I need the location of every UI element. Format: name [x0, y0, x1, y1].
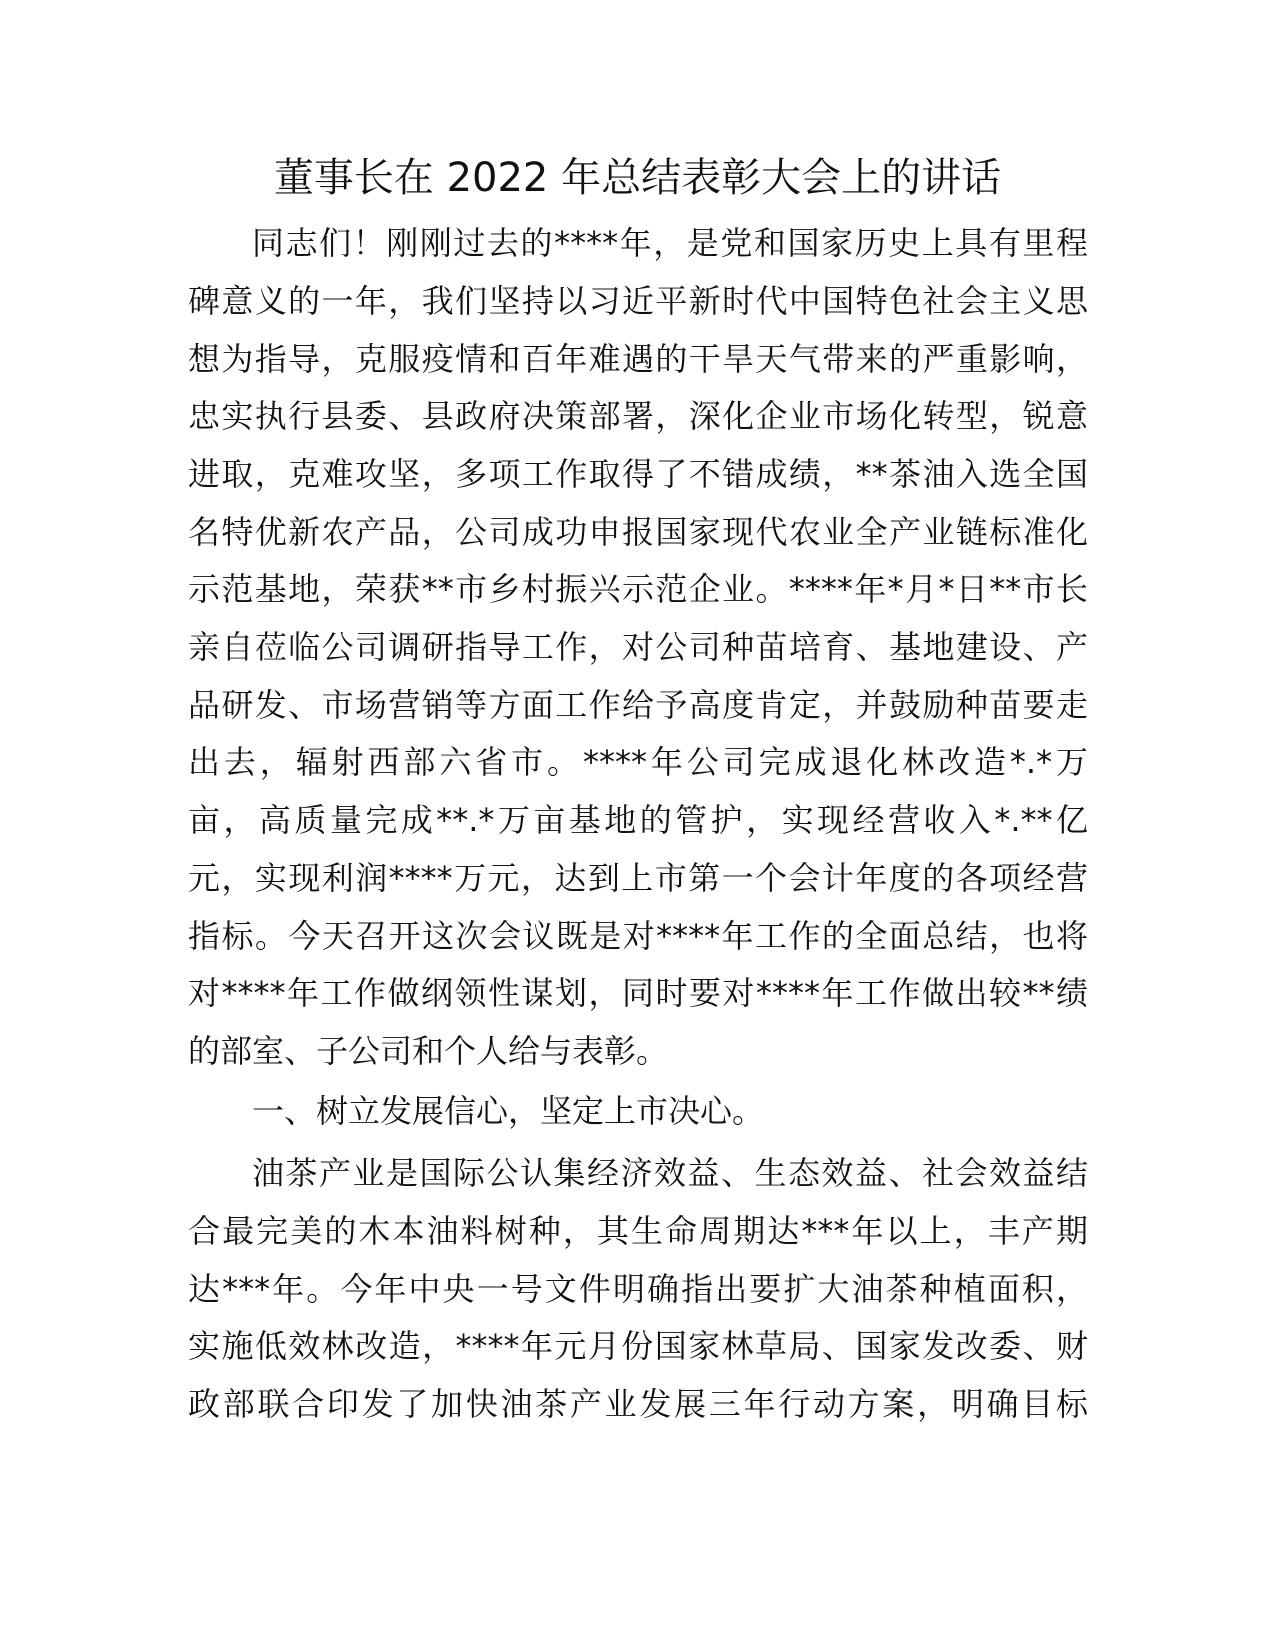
- paragraph-line: 合最完美的木本油料树种，其生命周期达***年以上，丰产期: [188, 1212, 1088, 1250]
- paragraph-line: 对****年工作做纲领性谋划，同时要对****年工作做出较**绩: [188, 974, 1088, 1012]
- paragraph-line: 油茶产业是国际公认集经济效益、生态效益、社会效益结: [252, 1154, 1088, 1192]
- paragraph-line: 实施低效林改造，****年元月份国家林草局、国家发改委、财: [188, 1327, 1088, 1365]
- paragraph-line: 指标。今天召开这次会议既是对****年工作的全面总结，也将: [188, 917, 1088, 955]
- paragraph-line: 品研发、市场营销等方面工作给予高度肯定，并鼓励种苗要走: [188, 686, 1088, 724]
- document-title: 董事长在 2022 年总结表彰大会上的讲话: [273, 155, 1002, 201]
- paragraph-line: 想为指导，克服疫情和百年难遇的干旱天气带来的严重影响，: [188, 340, 1088, 378]
- paragraph-line: 示范基地，荣获**市乡村振兴示范企业。****年*月*日**市长: [188, 570, 1088, 608]
- paragraph-line: 进取，克难攻坚，多项工作取得了不错成绩，**茶油入选全国: [188, 455, 1088, 493]
- paragraph-line: 碑意义的一年，我们坚持以习近平新时代中国特色社会主义思: [188, 282, 1088, 320]
- section-heading: 一、树立发展信心，坚定上市决心。: [252, 1092, 765, 1130]
- paragraph-line: 的部室、子公司和个人给与表彰。: [188, 1032, 669, 1070]
- paragraph-line: 出去，辐射西部六省市。****年公司完成退化林改造*.*万: [188, 743, 1088, 781]
- paragraph-line: 亲自莅临公司调研指导工作，对公司种苗培育、基地建设、产: [188, 628, 1088, 666]
- paragraph-line: 政部联合印发了加快油茶产业发展三年行动方案，明确目标: [188, 1385, 1088, 1423]
- paragraph-line: 同志们！刚刚过去的****年，是党和国家历史上具有里程: [252, 224, 1088, 262]
- paragraph-line: 达***年。今年中央一号文件明确指出要扩大油茶种植面积，: [188, 1270, 1088, 1308]
- paragraph-line: 元，实现利润****万元，达到上市第一个会计年度的各项经营: [188, 859, 1088, 897]
- paragraph-line: 亩，高质量完成**.*万亩基地的管护，实现经营收入*.**亿: [188, 801, 1088, 839]
- paragraph-line: 忠实执行县委、县政府决策部署，深化企业市场化转型，锐意: [188, 397, 1088, 435]
- paragraph-line: 名特优新农产品，公司成功申报国家现代农业全产业链标准化: [188, 513, 1088, 551]
